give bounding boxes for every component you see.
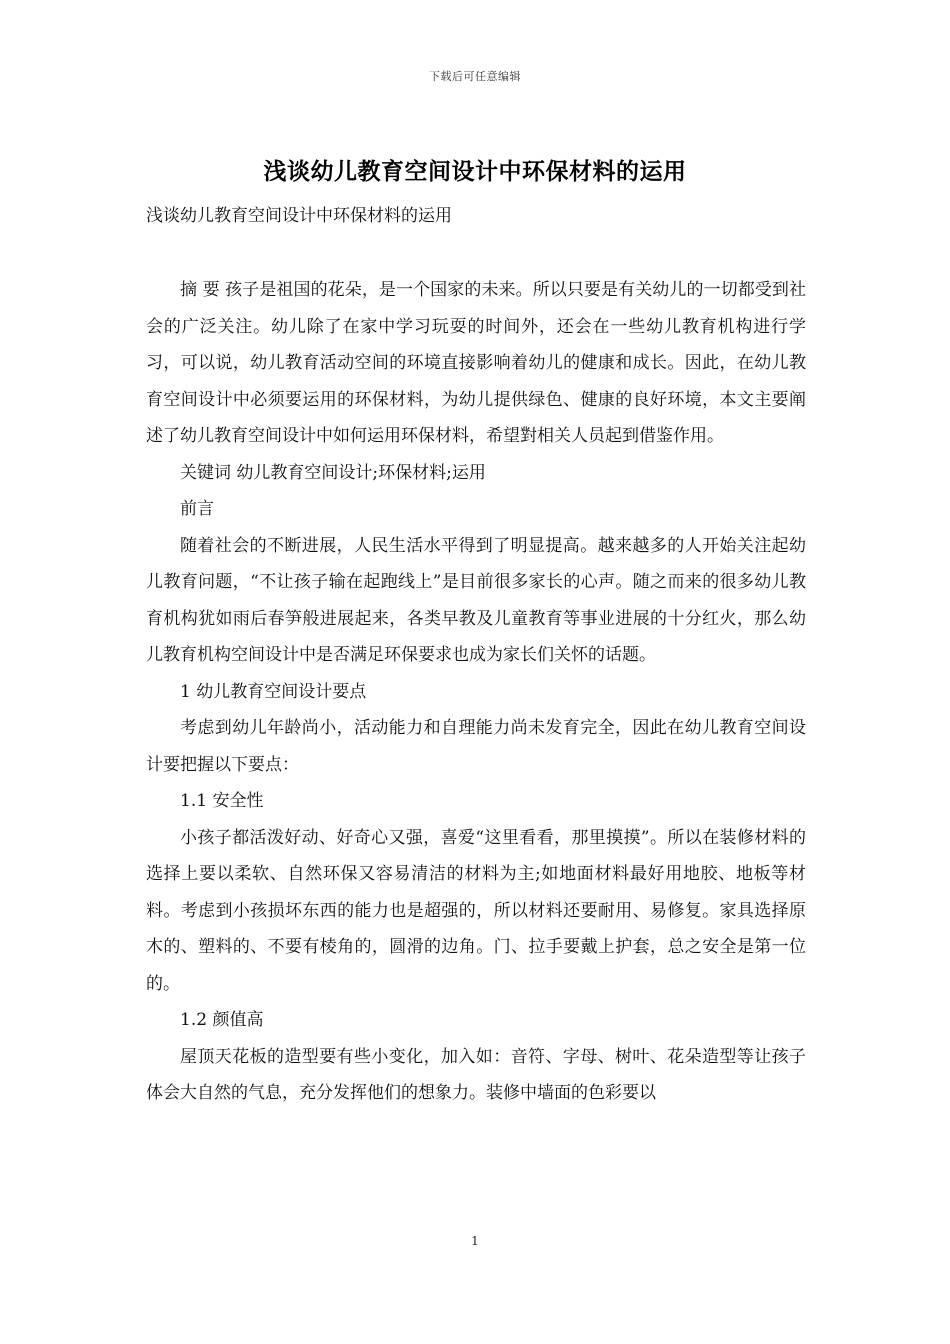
section-1-2-paragraph: 屋顶天花板的造型要有些小变化，加入如：音符、字母、树叶、花朵造型等让孩子体会大自然的气息，充分发挥他们的想象力。装修中墙面的色彩要以: [146, 1046, 806, 1103]
document-title: 浅谈幼儿教育空间设计中环保材料的运用: [263, 158, 687, 185]
section-heading-1-2: 1.2 颜值高: [180, 1010, 264, 1030]
document-subtitle: 浅谈幼儿教育空间设计中环保材料的运用: [146, 206, 452, 226]
page-number: 1: [471, 1234, 479, 1248]
section-heading-preface: 前言: [180, 499, 214, 519]
preface-paragraph: 随着社会的不断进展，人民生活水平得到了明显提高。越来越多的人开始关注起幼儿教育问题，“不让孩子输在起跑线上”是目前很多家长的心声。随之而来的很多幼儿教育机构犹如雨后春笋般进展起来，各类早教及儿童教育等事业进展的十分红火，那么幼儿教育机构空间设计中是否满足环保要求也成为家长们关怀的话题。: [146, 535, 806, 665]
keywords-paragraph: 关键词 幼儿教育空间设计;环保材料;运用: [180, 462, 486, 483]
section-1-1-paragraph: 小孩子都活泼好动、好奇心又强，喜爱“这里看看，那里摸摸”。所以在装修材料的选择上要以柔软、自然环保又容易清洁的材料为主;如地面材料最好用地胶、地板等材料。考虑到小孩损坏东西的能力也是超强的，所以材料还要耐用、易修复。家具选择原木的、塑料的、不要有棱角的，圆滑的边角。门、拉手要戴上护套，总之安全是第一位的。: [146, 827, 806, 994]
section-heading-1-1: 1.1 安全性: [180, 791, 264, 811]
section-1-paragraph: 考虑到幼儿年龄尚小，活动能力和自理能力尚未发育完全，因此在幼儿教育空间设计要把握以下要点：: [146, 718, 806, 775]
header-note: 下载后可任意编辑: [429, 70, 521, 83]
abstract-paragraph: 摘 要 孩子是祖国的花朵，是一个国家的未来。所以只要是有关幼儿的一切都受到社会的广泛关注。幼儿除了在家中学习玩耍的时间外，还会在一些幼儿教育机构进行学习，可以说，幼儿教育活动空间的环境直接影响着幼儿的健康和成长。因此，在幼儿教育空间设计中必须要运用的环保材料，为幼儿提供绿色、健康的良好环境，本文主要阐述了幼儿教育空间设计中如何运用环保材料，希望對相关人员起到借鉴作用。: [146, 280, 806, 446]
document-body: [146, 272, 806, 1112]
section-heading-1: 1 幼儿教育空间设计要点: [180, 681, 367, 702]
